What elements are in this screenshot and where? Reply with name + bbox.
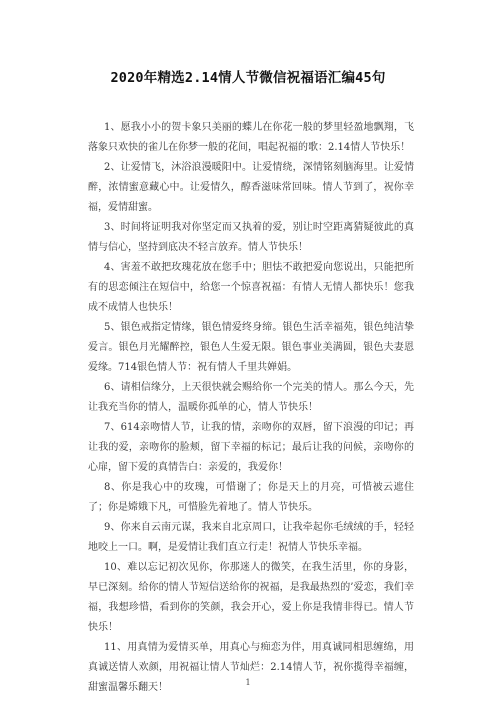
paragraph-10: 10、难以忘记初次见你，你那迷人的微笑，在我生活里，你的身影，早已深刻。给你的情人节短信送给你的祝福，是我最热烈的’爱恋，我们幸福，我想珍惜，看到你的笑颜，我会开心，爱上你是我情非得已。情人节快乐！ <box>88 562 414 633</box>
page-number: 1 <box>245 678 251 687</box>
paragraph-6: 6、请相信缘分，上天很快就会赐给你一个完美的情人。那么今天，先让我充当你的情人，温暖你孤单的心，情人节快乐！ <box>88 382 414 413</box>
paragraph-3: 3、时间将证明我对你坚定而又执着的爱，别让时空距离猜疑彼此的真情与信心，坚持到底决不轻言放弃。情人节快乐！ <box>88 222 414 253</box>
document-body <box>88 118 414 698</box>
paragraph-2: 2、让爱情飞，沐浴浪漫暖阳中。让爱情绕，深情铭刻脑海里。让爱情醉，浓情蜜意藏心中。让爱情久，醇香滋味常回味。情人节到了，祝你幸福，爱情甜蜜。 <box>88 162 414 213</box>
paragraph-1: 1、愿我小小的贺卡象只美丽的蝶儿在你花一般的梦里轻盈地飘翔，飞落象只欢快的雀儿在你梦一般的花间，唱起祝福的歌：2.14情人节快乐！ <box>88 122 414 153</box>
paragraph-9: 9、你来自云南元谋，我来自北京周口，让我牵起你毛绒绒的手，轻轻地咬上一口。啊，是爱情让我们直立行走！祝情人节快乐幸福。 <box>88 522 414 553</box>
paragraph-5: 5、银色戒指定情缘，银色情爱终身缔。银色生活幸福苑，银色纯洁挚爱言。银色月光耀醉控，银色人生爱无限。银色事业美满圆，银色夫妻恩爱缘。714银色情人节：祝有情人千里共婵娟。 <box>88 322 414 373</box>
paragraph-4: 4、害羞不敢把玫瑰花放在您手中；胆怯不敢把爱向您说出，只能把所有的思恋倾注在短信中，给您一个惊喜祝福：有情人无情人都快乐！您我成不成情人也快乐！ <box>88 262 414 313</box>
paragraph-8: 8、你是我心中的玫瑰，可惜谢了；你是天上的月亮，可惜被云遮住了；你是嫦娥下凡，可惜脸先着地了。情人节快乐。 <box>88 482 414 513</box>
paragraph-11: 11、用真情为爱情买单，用真心与痴恋为伴，用真诚同相思缠绵，用真诚送情人欢颜，用祝福让情人节灿烂：2.14情人节，祝你揽得幸福缠，甜蜜温馨乐翻天！ <box>88 642 414 693</box>
document-title: 2020年精选2.14情人节微信祝福语汇编45句 <box>110 70 386 86</box>
paragraph-7: 7、614亲吻情人节，让我的情，亲吻你的双唇，留下浪漫的印记；再让我的爱，亲吻你的脸颊，留下幸福的标记；最后让我的问候，亲吻你的心扉，留下爱的真情告白：亲爱的，我爱你！ <box>88 422 414 473</box>
